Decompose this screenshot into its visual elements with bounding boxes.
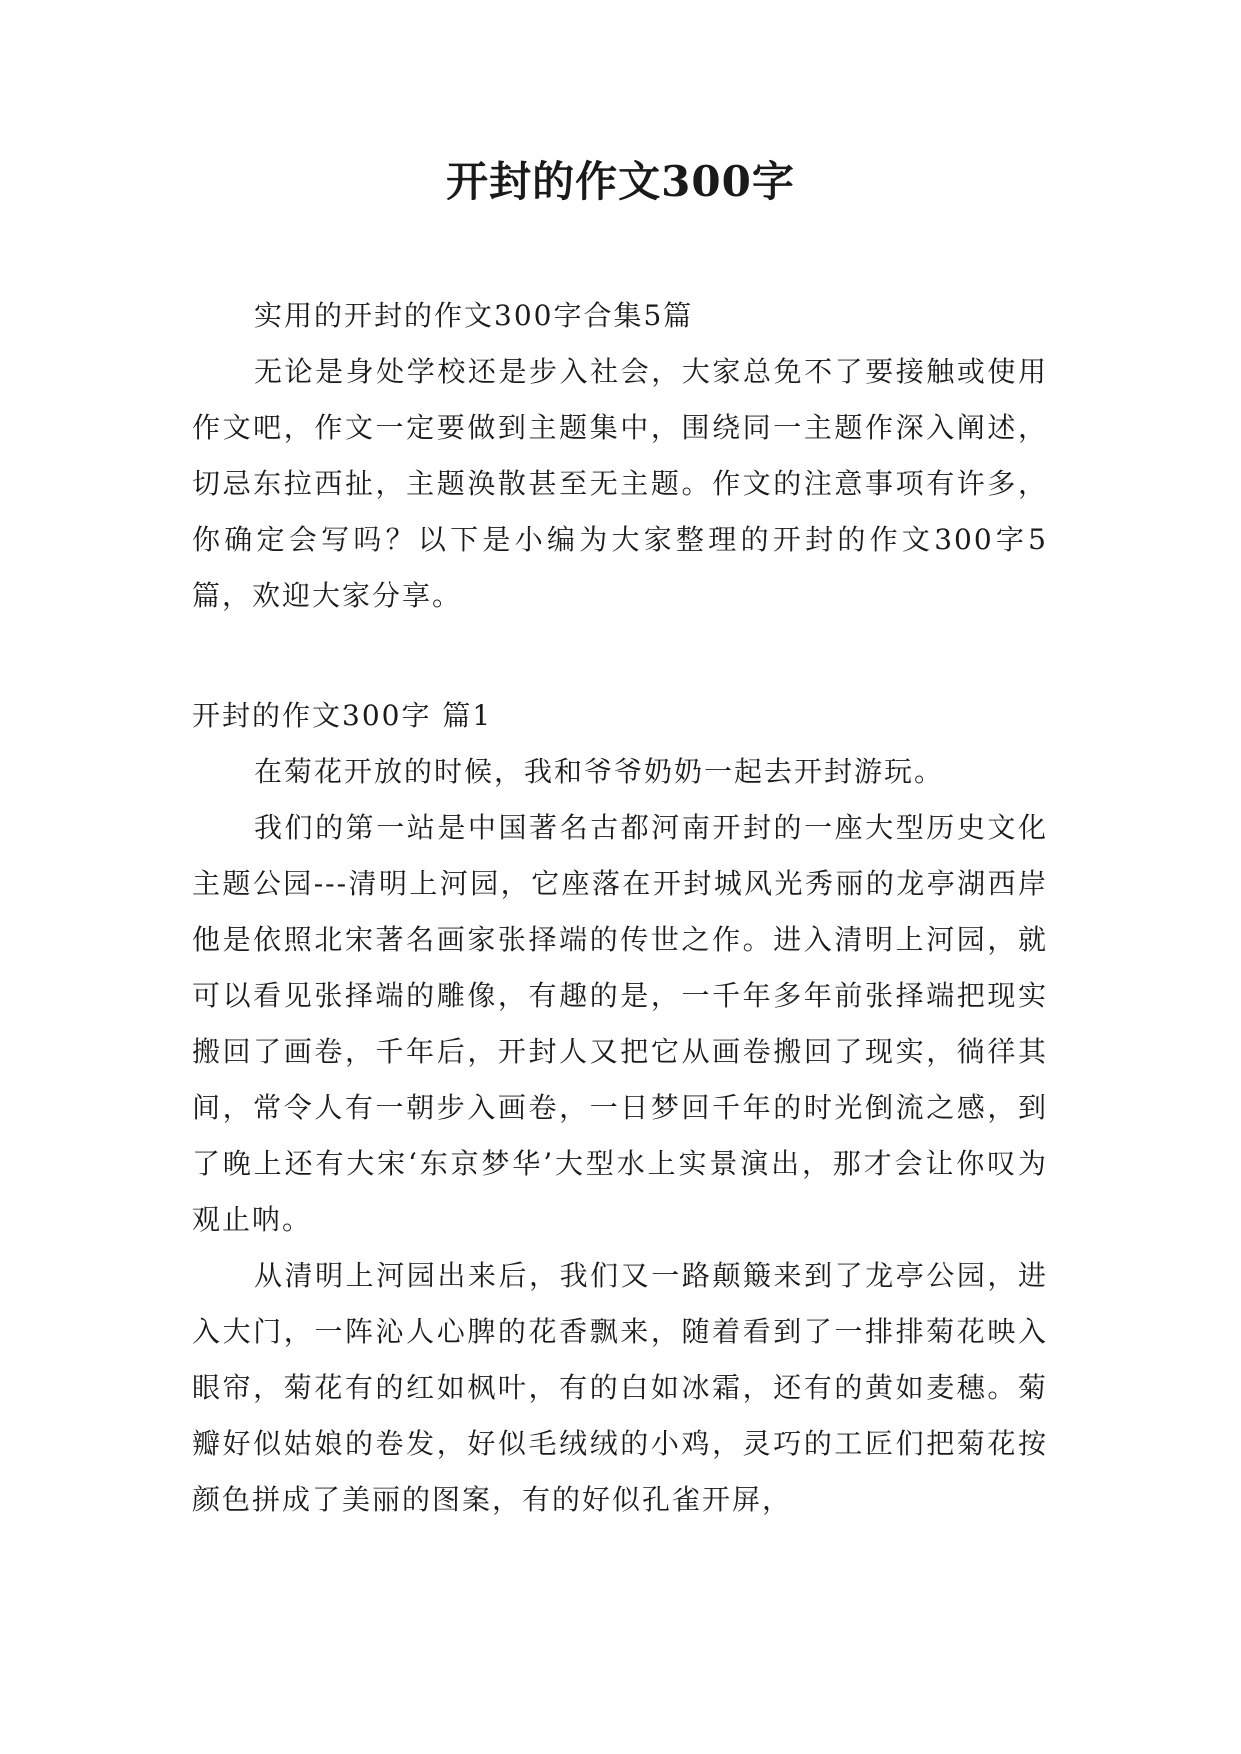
essay-section-1: [192, 688, 1048, 1528]
essay-paragraph: 我们的第一站是中国著名古都河南开封的一座大型历史文化主题公园---清明上河园，它座落在开封城风光秀丽的龙亭湖西岸他是依照北宋著名画家张择端的传世之作。进入清明上河园，就可以看见张择端的雕像，有趣的是，一千年多年前张择端把现实搬回了画卷，千年后，开封人又把它从画卷搬回了现实，徜徉其间，常令人有一朝步入画卷，一日梦回千年的时光倒流之感，到了晚上还有大宋‘东京梦华’大型水上实景演出，那才会让你叹为观止呐。: [192, 811, 1048, 1236]
essay-paragraph: 在菊花开放的时候，我和爷爷奶奶一起去开封游玩。: [254, 755, 945, 788]
section-heading: 开封的作文300字 篇1: [192, 699, 493, 732]
intro-subtitle: 实用的开封的作文300字合集5篇: [254, 299, 694, 332]
document-title: 开封的作文300字: [446, 157, 795, 206]
essay-paragraph: 从清明上河园出来后，我们又一路颠簸来到了龙亭公园，进入大门，一阵沁人心脾的花香飘来，随着看到了一排排菊花映入眼帘，菊花有的红如枫叶，有的白如冰霜，还有的黄如麦穗。菊瓣好似姑娘的卷发，好似毛绒绒的小鸡，灵巧的工匠们把菊花按颜色拼成了美丽的图案，有的好似孔雀开屏，: [192, 1259, 1048, 1516]
intro-paragraph: 无论是身处学校还是步入社会，大家总免不了要接触或使用作文吧，作文一定要做到主题集中，围绕同一主题作深入阐述，切忌东拉西扯，主题涣散甚至无主题。作文的注意事项有许多，你确定会写吗？以下是小编为大家整理的开封的作文300字5篇，欢迎大家分享。: [192, 355, 1048, 612]
intro-block: [192, 288, 1048, 624]
